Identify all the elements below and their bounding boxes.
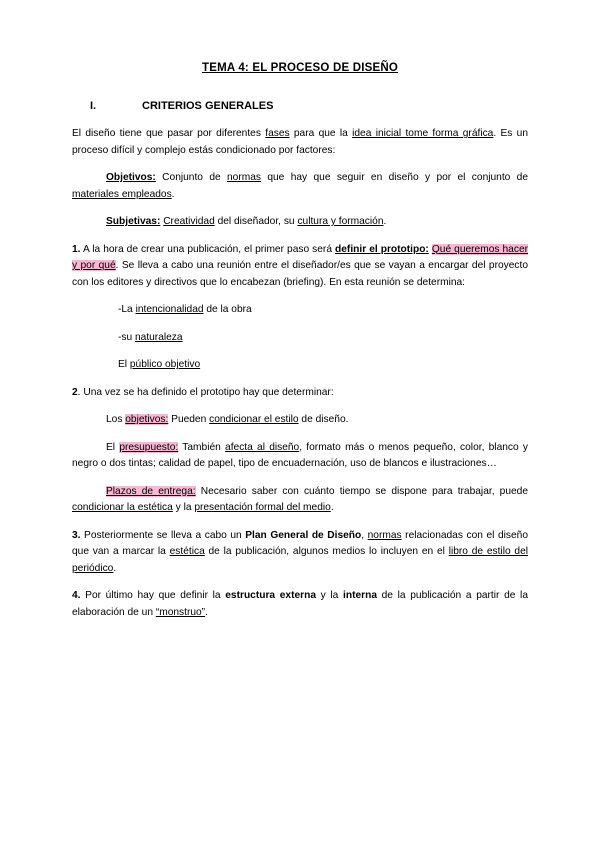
text-run: .: [383, 216, 387, 228]
text-run: .: [205, 606, 208, 618]
text-run: que hay que seguir en diseño y por el conjunto de: [261, 172, 529, 184]
paragraph-publico-objetivo: [118, 357, 528, 374]
text-run: -su: [118, 331, 135, 343]
text-bold-underline: definir el prototipo:: [335, 243, 429, 255]
text-underline: libro de estilo del periódico: [72, 546, 529, 574]
text-run: de la publicación a partir de la elaboración de un: [72, 590, 528, 618]
section-label: CRITERIOS GENERALES: [142, 100, 274, 112]
text-underline: estética: [169, 546, 205, 558]
paragraph-intencionalidad: [118, 302, 528, 319]
paragraph-plazos: [72, 484, 528, 517]
text-run: de la publicación, algunos medios lo incluyen en el: [204, 546, 449, 558]
highlight-que-queremos: Qué queremos hacer y por qué: [72, 243, 528, 272]
text-underline: condicionar la estética: [72, 502, 173, 514]
text-underline: idea inicial tome forma gráfica: [352, 128, 494, 139]
text-run: A la hora de crear una publicación, el primer paso será: [80, 243, 336, 255]
text-run: y la: [316, 590, 344, 602]
text-run: .: [330, 502, 334, 514]
text-run: El: [118, 359, 130, 371]
text-underline: “monstruo”: [155, 606, 206, 618]
text-run: Conjunto de: [155, 172, 228, 184]
paragraph-intro: [72, 126, 528, 159]
text-underline: afecta al diseño: [225, 441, 300, 453]
text-underline: condicionar el estilo: [209, 414, 299, 426]
label-objetivos: Objetivos:: [106, 172, 156, 184]
text-underline: fases: [265, 128, 290, 139]
text-run: También: [178, 441, 226, 453]
paragraph-objetivos: [72, 170, 528, 203]
text-underline: Creatividad: [163, 216, 215, 228]
text-run: ,: [361, 529, 368, 541]
paragraph-objetivos-2: [72, 412, 528, 429]
paragraph-item-3: [72, 528, 528, 578]
text-underline: público objetivo: [129, 359, 201, 371]
text-run: Pueden: [168, 414, 210, 426]
text-run: Los: [106, 414, 126, 426]
text-underline: intencionalidad: [135, 304, 204, 316]
text-underline: normas: [367, 529, 402, 541]
text-underline: materiales empleados: [72, 188, 172, 200]
text-run: Posteriormente se lleva a cabo un: [80, 529, 246, 541]
text-run: Necesario saber con cuánto tiempo se dispone para trabajar, puede: [195, 485, 528, 497]
paragraph-item-2: [72, 385, 528, 402]
list-number: 1.: [72, 243, 81, 255]
section-heading: [72, 100, 528, 112]
text-run: El: [106, 441, 120, 453]
list-number: 4.: [72, 590, 81, 602]
text-run: .: [113, 562, 117, 574]
text-underline: cultura y formación: [297, 216, 384, 228]
page-title: TEMA 4: EL PROCESO DE DISEÑO: [201, 62, 399, 74]
text-run: Por último hay que definir la: [80, 590, 226, 602]
text-bold: interna: [343, 590, 377, 602]
paragraph-item-1: [72, 242, 528, 292]
text-run: de la obra: [203, 304, 252, 316]
highlight-objetivos: objetivos:: [125, 414, 169, 426]
text-underline: presentación formal del medio: [194, 502, 331, 514]
text-run: del diseñador, su: [214, 216, 298, 228]
label-subjetivas: Subjetivas:: [106, 216, 161, 228]
text-run: El diseño tiene que pasar por diferentes: [72, 128, 266, 139]
highlight-presupuesto: presupuesto:: [119, 441, 179, 453]
text-bold: Plan General de Diseño: [245, 529, 362, 541]
text-run: y la: [172, 502, 195, 514]
text-run: para que la: [289, 128, 353, 139]
section-number: I.: [90, 100, 97, 112]
text-run: , formato más o menos pequeño, color, blanco y negro o dos tintas; calidad de papel, tipo de encuadernación, uso de blancos e ilustraciones…: [72, 441, 528, 470]
paragraph-subjetivas: [72, 214, 528, 231]
text-run: -La: [118, 304, 136, 316]
text-run: . Es un proceso difícil y complejo estás condicionado por factores:: [72, 128, 528, 156]
paragraph-presupuesto: [72, 440, 528, 473]
text-run: .: [171, 188, 175, 200]
list-number: 2: [72, 386, 78, 398]
text-run: . Una vez se ha definido el prototipo hay que determinar:: [77, 386, 334, 398]
text-run: relacionadas con el diseño que van a marcar la: [72, 529, 528, 558]
list-number: 3.: [72, 529, 81, 541]
paragraph-item-4: [72, 588, 528, 621]
text-bold: estructura externa: [225, 590, 316, 602]
text-underline: normas: [227, 172, 261, 184]
text-underline: naturaleza: [134, 331, 183, 343]
text-run: . Se lleva a cabo una reunión entre el diseñador/es que se vayan a encargar del proyecto con los editores y directivos que lo encabezan (briefing). En esta reunión se determina:: [72, 260, 528, 288]
text-run: de diseño.: [298, 414, 349, 426]
paragraph-naturaleza: [118, 330, 528, 347]
highlight-plazos-entrega: Plazos de entrega:: [106, 485, 196, 497]
